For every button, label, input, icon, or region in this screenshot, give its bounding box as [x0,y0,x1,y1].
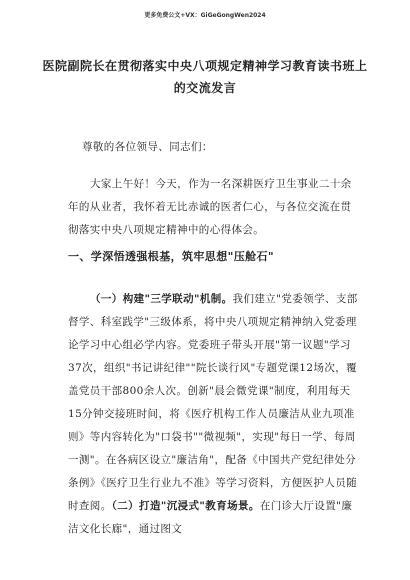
paragraph-text-1: 我们建立"党委领学、支部督学、科室践学"三级体系，将中央八项规定精神纳入党委理论学习中心组必学内容。党委班子带头开展"第一议题"学习37次，组织"书记讲纪律""院长谈行风"专题党课12场次，覆盖党员干部800余人次。创新"晨会微党课"制度，利用每天15分钟交接班时间，将《医疗机构工作人员廉洁从业九项准则》等内容转化为"口袋书""微视频"，实现"每日一学、每周一测"。在各病区设立"廉洁角"，配备《中国共产党纪律处分条例》《医疗卫生行业九不准》等学习资料，方便医护人员随时查阅。 [68,293,358,512]
subheading-2: （二）打造"沉浸式"教育场景。 [111,500,260,512]
document-title: 医院副院长在贯彻落实中央八项规定精神学习教育读书班上的交流发言 [42,59,368,95]
page-header: 更多免费公文+VX：GiGeGongWen2024 [144,12,266,19]
subheading-1: （一）构建"三学联动"机制。 [90,293,233,305]
greeting: 尊敬的各位领导、同志们： [82,141,213,153]
paragraph-intro: 大家上午好！今天，作为一名深耕医疗卫生事业二十余年的从业者，我怀着无比赤诚的医者仁心，与各位交流在贯彻落实中央八项规定精神中的心得体会。 [68,178,352,236]
section-heading-1: 一、学深悟透强根基，筑牢思想"压舱石" [68,250,275,263]
paragraph-section1 [68,288,358,541]
paragraph-text-2: 在门诊大厅设置"廉洁文化长廊"，通过图文 [68,500,353,535]
